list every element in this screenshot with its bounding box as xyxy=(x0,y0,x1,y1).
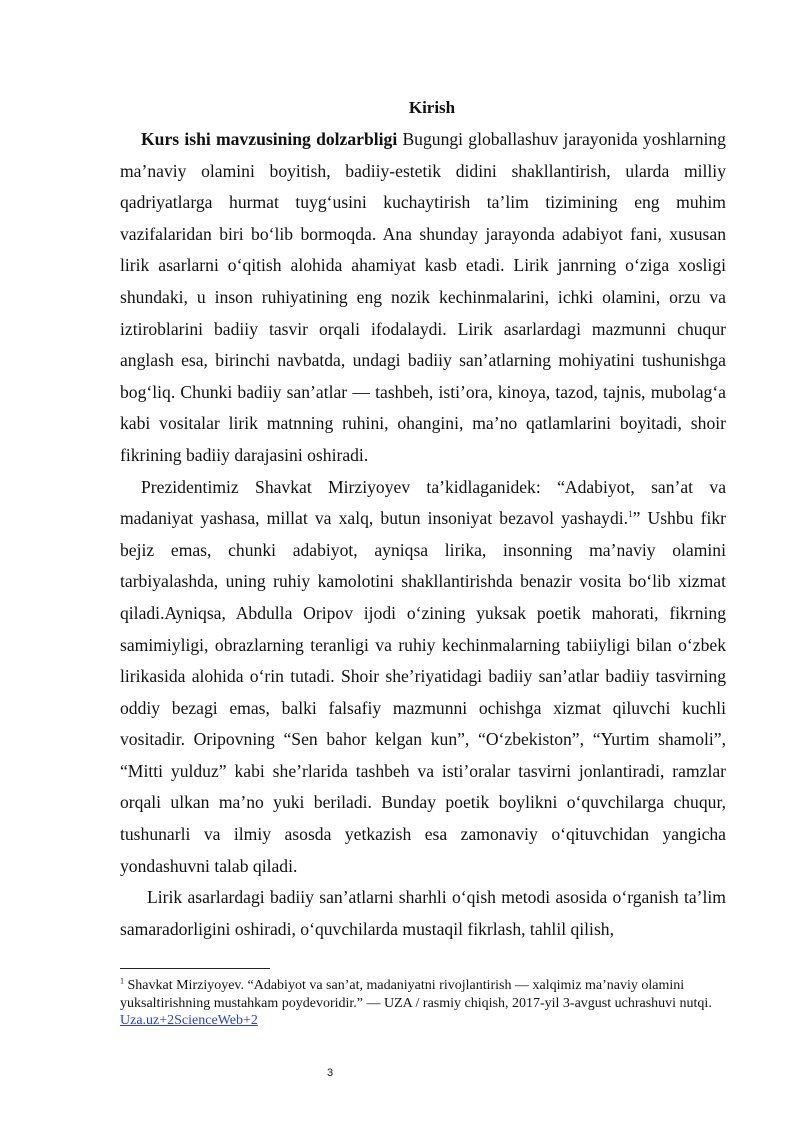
paragraph-text: Lirik asarlardagi badiiy san’atlarni sharhli o‘qish metodi asosida o‘rganish ta’lim samaradorligini oshiradi, o‘quvchilarda mustaqil fikrlash, tahlil qilish, xyxy=(120,887,726,939)
paragraph-text: ” Ushbu fikr bejiz emas, chunki adabiyot, ayniqsa lirika, insonning ma’naviy olamini tarbiyalashda, uning ruhiy kamolotini shakllantirishda benazir vosita bo‘lib xizmat qiladi.Ayniqsa, Abdulla Oripov ijodi o‘zining yuksak poetik mahorati, fikrning samimiyligi, obrazlarning teranligi va ruhiy kechinmalarning tabiiyligi bilan o‘zbek lirikasida alohida o‘rin tutadi. Shoir she’riyatidagi badiiy san’atlar badiiy tasvirning oddiy bezagi emas, balki falsafiy mazmunni ochishga xizmat qiluvchi kuchli vositadir. Oripovning “Sen bahor kelgan kun”, “O‘zbekiston”, “Yurtim shamoli”, “Mitti yulduz” kabi she’rlarida tashbeh va isti’oralar tasvirni jonlantiradi, ramzlar orqali ulkan ma’no yuki beriladi. Bunday poetik boylikni o‘quvchilarga chuqur, tushunarli va ilmiy asosda yetkazish esa zamonaviy o‘qituvchidan yangicha yondashuvni talab qiladi. xyxy=(120,508,726,876)
page-number: 3 xyxy=(326,1067,334,1079)
paragraph-relevance xyxy=(120,124,726,472)
paragraph-lead: Kurs ishi mavzusining dolzarbligi xyxy=(141,129,398,149)
footnote xyxy=(120,977,730,1030)
footnote-text: Shavkat Mirziyoyev. “Adabiyot va san’at, madaniyatni rivojlantirish — xalqimiz ma’naviy olamini yuksaltirishning mustahkam poydevoridir.” — UZA / rasmiy chiqish, 2017-yil 3-avgust uchrashuvi nutqi. xyxy=(120,978,712,1011)
footnote-marker: 1 xyxy=(120,976,124,986)
paragraph-method xyxy=(120,882,726,945)
footnote-separator xyxy=(120,968,270,969)
section-heading: Kirish xyxy=(408,98,456,117)
body-text xyxy=(120,124,726,945)
footnote-source-link[interactable]: Uza.uz+2ScienceWeb+2 xyxy=(120,1013,258,1028)
paragraph-text: Bugungi globallashuv jarayonida yoshlarning ma’naviy olamini boyitish, badiiy-estetik didini shakllantirish, ularda milliy qadriyatlarga hurmat tuyg‘usini kuchaytirish ta’lim tizimining eng muhim vazifalaridan biri bo‘lib bormoqda. Ana shunday jarayonda adabiyot fani, xususan lirik asarlarni o‘qitish alohida ahamiyat kasb etadi. Lirik janrning o‘ziga xosligi shundaki, u inson ruhiyatining eng nozik kechinmalarini, ichki olamini, orzu va iztiroblarini badiiy tasvir orqali ifodalaydi. Lirik asarlardagi mazmunni chuqur anglash esa, birinchi navbatda, undagi badiiy san’atlarning mohiyatini tushunishga bog‘liq. Chunki badiiy san’atlar — tashbeh, isti’ora, kinoya, tazod, tajnis, mubolag‘a kabi vositalar lirik matnning ruhini, ohangini, ma’no qatlamlarini boyitadi, shoir fikrining badiiy darajasini oshiradi. xyxy=(120,129,726,465)
paragraph-president-quote xyxy=(120,472,726,883)
paragraph-text: Prezidentimiz Shavkat Mirziyoyev ta’kidlaganidek: “Adabiyot, san’at va madaniyat yashasa, millat va xalq, butun insoniyat bezavol yashaydi. xyxy=(120,476,726,529)
footnote-reference[interactable]: 1 xyxy=(628,509,633,520)
